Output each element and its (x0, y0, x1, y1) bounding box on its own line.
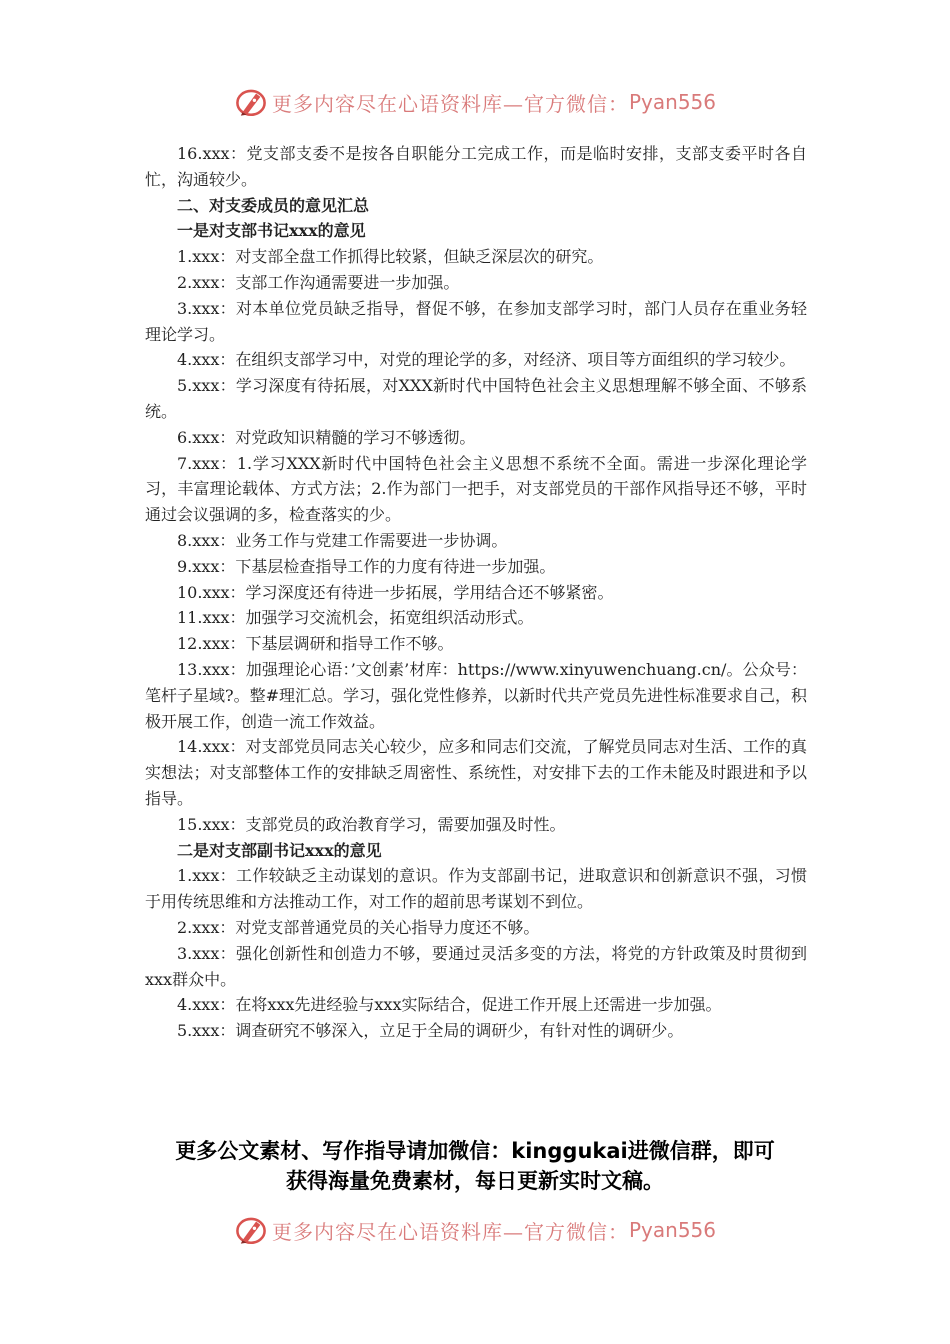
paragraph: 7.xxx：1.学习XXX新时代中国特色社会主义思想不系统不全面。需进一步深化理论学习，丰富理论载体、方式方法；2.作为部门一把手，对支部党员的干部作风指导还不够，平时通过会议强调的多，检查落实的少。 (145, 453, 807, 525)
paragraph: 15.xxx：支部党员的政治教育学习，需要加强及时性。 (177, 814, 566, 834)
paragraph: 16.xxx：党支部支委不是按各自职能分工完成工作，而是临时安排，支部支委平时各自忙，沟通较少。 (145, 144, 807, 189)
promo-notice (130, 1136, 820, 1196)
banner-text: 更多内容尽在心语资料库—官方微信： (271, 91, 629, 116)
footer-banner (0, 1210, 950, 1250)
pen-logo-icon (234, 85, 268, 119)
banner-wechat-id: Pyan556 (628, 1218, 716, 1242)
banner-text: 更多内容尽在心语资料库—官方微信： (271, 1219, 629, 1244)
paragraph: 2.xxx：支部工作沟通需要进一步加强。 (177, 272, 460, 292)
paragraph: 1.xxx：工作较缺乏主动谋划的意识。作为支部副书记，进取意识和创新意识不强，习惯于用传统思维和方法推动工作，对工作的超前思考谋划不到位。 (145, 866, 807, 912)
document-body (145, 141, 807, 1044)
promo-line-1: 更多公文素材、写作指导请加微信：kinggukai进微信群，即可 (175, 1139, 775, 1163)
paragraph: 14.xxx：对支部党员同志关心较少，应多和同志们交流，了解党员同志对生活、工作的真实想法；对支部整体工作的安排缺乏周密性、系统性，对安排下去的工作未能及时跟进和予以指导。 (145, 737, 807, 808)
paragraph: 5.xxx：调查研究不够深入，立足于全局的调研少，有针对性的调研少。 (177, 1021, 684, 1041)
paragraph: 10.xxx：学习深度还有待进一步拓展，学用结合还不够紧密。 (177, 582, 614, 602)
paragraph: 2.xxx：对党支部普通党员的关心指导力度还不够。 (177, 917, 540, 937)
paragraph: 6.xxx：对党政知识精髓的学习不够透彻。 (177, 427, 476, 447)
paragraph: 8.xxx：业务工作与党建工作需要进一步协调。 (177, 530, 508, 550)
paragraph: 11.xxx：加强学习交流机会，拓宽组织活动形式。 (177, 608, 534, 628)
header-banner (0, 82, 950, 122)
paragraph: 3.xxx：对本单位党员缺乏指导，督促不够，在参加支部学习时，部门人员存在重业务轻理论学习。 (145, 298, 807, 344)
section-heading: 一是对支部书记xxx的意见 (177, 221, 366, 241)
paragraph: 12.xxx：下基层调研和指导工作不够。 (177, 634, 454, 654)
pen-logo-icon (234, 1213, 268, 1247)
paragraph: 9.xxx：下基层检查指导工作的力度有待进一步加强。 (177, 556, 556, 576)
paragraph: 5.xxx：学习深度有待拓展，对XXX新时代中国特色社会主义思想理解不够全面、不够系统。 (145, 376, 807, 421)
banner-wechat-id: Pyan556 (628, 90, 716, 114)
paragraph: 3.xxx：强化创新性和创造力不够，要通过灵活多变的方法，将党的方针政策及时贯彻到xxx群众中。 (145, 943, 807, 989)
paragraph: 1.xxx：对支部全盘工作抓得比较紧，但缺乏深层次的研究。 (177, 247, 604, 267)
section-heading: 二、对支委成员的意见汇总 (177, 195, 370, 215)
paragraph: 4.xxx：在组织支部学习中，对党的理论学的多，对经济、项目等方面组织的学习较少。 (177, 350, 796, 370)
promo-line-2: 获得海量免费素材，每日更新实时文稿。 (286, 1169, 664, 1193)
section-heading: 二是对支部副书记xxx的意见 (177, 840, 382, 860)
paragraph: 4.xxx：在将xxx先进经验与xxx实际结合，促进工作开展上还需进一步加强。 (177, 995, 722, 1015)
paragraph: 13.xxx：加强理论心语：’文创素’材库：https://www.xinyuwenchuang.cn/。公众号：笔杆子星域?。整#理汇总。学习，强化党性修养，以新时代共产党员先进性标准要求自己，积极开展工作，创造一流工作效益。 (145, 659, 807, 731)
